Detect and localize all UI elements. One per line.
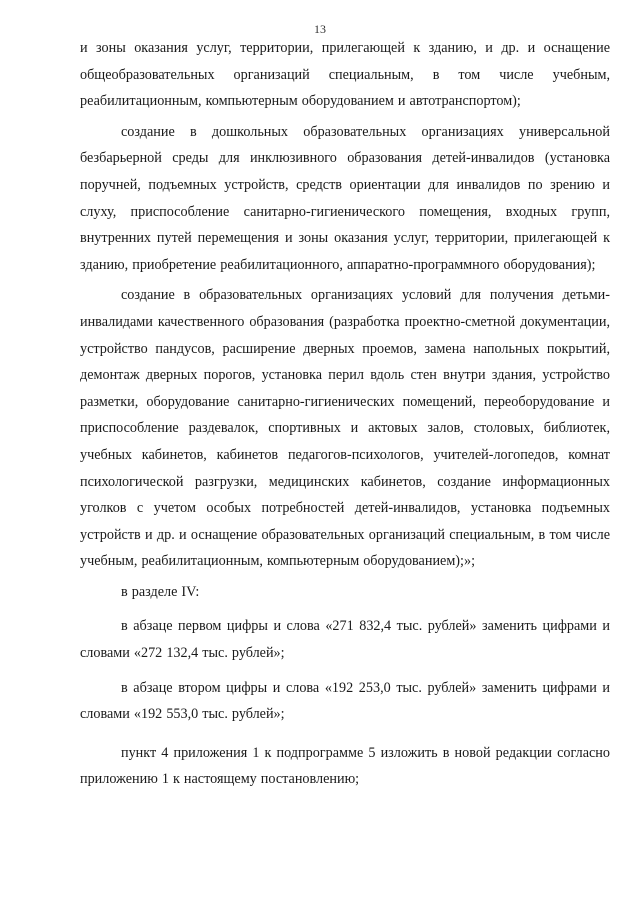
paragraph-preschool-barrier-free: создание в дошкольных образовательных организациях универсальной безбарьерной среды для инклюзивного образования детей-инвалидов (установка поручней, подъемных устройств, средств ориентации для инвалидов по зрению и слуху, приспособление санитарно-гигиенического помещения, входных групп, внутренних путей перемещения и зоны оказания услуг, территории, прилегающей к зданию, приобретение реабилитационного, аппаратно-программного оборудования); (80, 123, 610, 273)
page-number: 13 (314, 22, 326, 36)
paragraph-second-amendment: в абзаце втором цифры и слова «192 253,0 тыс. рублей» заменить цифрами и словами «192 553,0 тыс. рублей»; (80, 679, 610, 723)
paragraph-section-iv: в разделе IV: (121, 583, 200, 600)
paragraph-appendix-item: пункт 4 приложения 1 к подпрограмме 5 изложить в новой редакции согласно приложению 1 к настоящему постановлению; (80, 744, 610, 788)
paragraph-continuation: и зоны оказания услуг, территории, прилегающей к зданию, и др. и оснащение общеобразовательных организаций специальным, в том числе учебным, реабилитационным, компьютерным оборудованием и автотранспортом); (80, 40, 610, 110)
document-body (80, 35, 610, 793)
paragraph-first-amendment: в абзаце первом цифры и слова «271 832,4 тыс. рублей» заменить цифрами и словами «272 132,4 тыс. рублей»; (80, 618, 610, 662)
paragraph-educational-conditions: создание в образовательных организациях условий для получения детьми-инвалидами качественного образования (разработка проектно-сметной документации, устройство пандусов, расширение дверных проемов, замена напольных покрытий, демонтаж дверных порогов, установка перил вдоль стен внутри здания, устройство разметки, оборудование санитарно-гигиенических помещений, переоборудование и приспособление раздевалок, спортивных и актовых залов, столовых, библиотек, учебных кабинетов, кабинетов педагогов-психологов, учителей-логопедов, комнат психологической разгрузки, медицинских кабинетов, создание информационных уголков с учетом особых потребностей детей-инвалидов, установка подъемных устройств и др. и оснащение образовательных организаций специальным, в том числе учебным, реабилитационным, компьютерным оборудованием);»; (80, 287, 610, 570)
